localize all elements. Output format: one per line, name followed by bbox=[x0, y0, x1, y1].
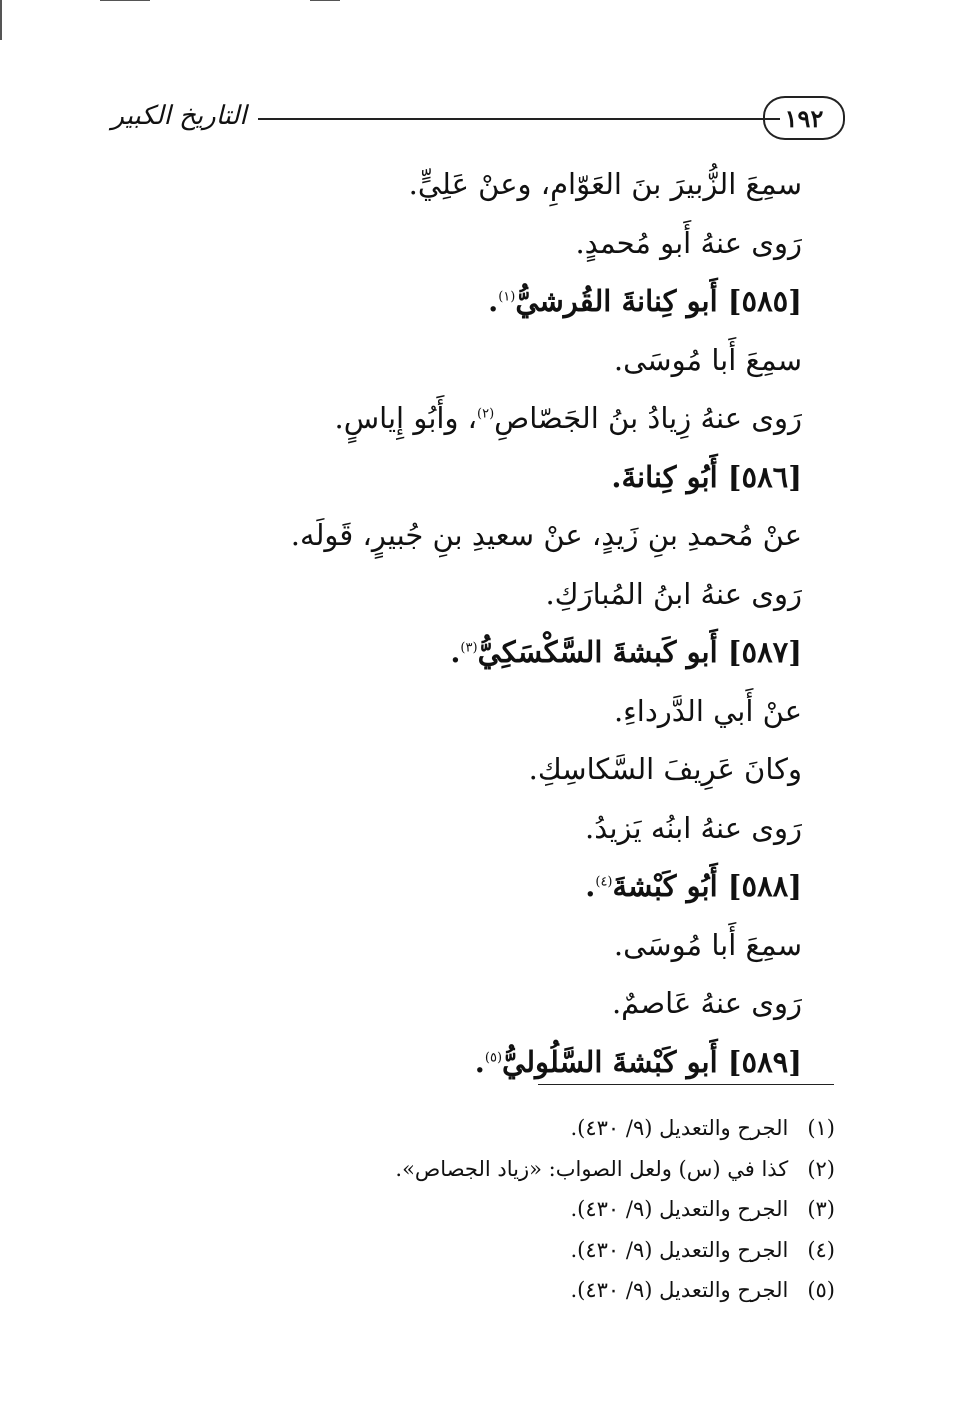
footnote-ref: (٤) bbox=[595, 874, 613, 890]
entry-name: أَبو كَبشةَ السَّكْسَكِيُّ bbox=[477, 635, 718, 669]
text-line: رَوى عنهُ ابنُ المُبارَكِ. bbox=[545, 576, 802, 611]
entry-number: [٥٨٧] bbox=[727, 635, 802, 669]
text-line: وكانَ عَرِيفَ السَّكاسِكِ. bbox=[528, 752, 802, 786]
entry-heading-586 bbox=[162, 448, 802, 507]
text-line: رَوى عنهُ عَاصمٌ. bbox=[611, 986, 802, 1020]
footnote-marker: (١) bbox=[807, 1116, 835, 1140]
scan-edge-mark bbox=[0, 0, 2, 40]
text-line bbox=[162, 389, 802, 448]
footnote-marker: (٤) bbox=[807, 1237, 835, 1262]
entry-number: [٥٨٩] bbox=[727, 1044, 802, 1079]
footnote-text: الجرح والتعديل (٩/ ٤٣٠). bbox=[570, 1116, 789, 1140]
text-line: عنْ مُحمدِ بنِ زَيدٍ، عنْ سعيدِ بنِ جُبيرٍ، قَولَه. bbox=[290, 518, 802, 552]
footnote bbox=[115, 1108, 835, 1149]
entry-heading-588 bbox=[162, 857, 802, 916]
footnote bbox=[115, 1189, 835, 1230]
entry-number: [٥٨٨] bbox=[727, 869, 802, 903]
text-line: سمِعَ أَبا مُوسَى. bbox=[613, 342, 802, 377]
entry-heading-587 bbox=[162, 623, 802, 682]
scan-edge-mark bbox=[100, 0, 150, 1]
text-line: رَوى عنهُ ابنُه يَزيدُ. bbox=[585, 810, 802, 845]
entry-end: . bbox=[450, 635, 461, 669]
text-line: سمِعَ أَبا مُوسَى. bbox=[613, 927, 802, 962]
entry-number: [٥٨٦] bbox=[727, 459, 802, 494]
entry-end: . bbox=[611, 459, 622, 494]
entry-name: أَبُو كِنانةَ bbox=[621, 459, 718, 494]
footnote-ref: (٢) bbox=[477, 406, 495, 422]
footnote bbox=[115, 1149, 835, 1190]
footnote-separator bbox=[538, 1084, 834, 1085]
footnote-ref: (٣) bbox=[460, 640, 478, 656]
footnote-marker: (٢) bbox=[807, 1156, 835, 1181]
header-rule bbox=[258, 118, 780, 120]
entry-number: [٥٨٥] bbox=[727, 284, 802, 318]
entry-end: . bbox=[474, 1044, 485, 1079]
text-line: رَوى عنهُ أَبو مُحمدٍ. bbox=[575, 225, 802, 260]
running-title: التاريخ الكبير bbox=[111, 101, 247, 131]
entry-end: . bbox=[488, 284, 499, 318]
text-segment: رَوى عنهُ زِيادُ بنُ الجَصّاصِ bbox=[494, 401, 802, 435]
footnote-ref: (٥) bbox=[484, 1049, 503, 1065]
entry-end: . bbox=[585, 869, 596, 903]
footnote-text: الجرح والتعديل (٩/ ٤٣٠). bbox=[570, 1278, 789, 1302]
text-line: عنْ أَبي الدَّرداءِ. bbox=[613, 693, 802, 728]
text-segment: ، وأَبُو إِياسٍ. bbox=[334, 401, 478, 435]
text-line: سمِعَ الزُّبيرَ بنَ العَوّامِ، وعنْ عَلِيٍّ. bbox=[408, 167, 802, 201]
scan-edge-mark bbox=[310, 0, 340, 1]
footnote bbox=[115, 1230, 835, 1271]
entry-heading-585 bbox=[162, 272, 802, 331]
entry-name: أَبو كِنانةَ القُرشيُّ bbox=[515, 284, 718, 318]
page-number-text: ١٩٢ bbox=[784, 103, 824, 133]
footnotes bbox=[115, 1108, 835, 1311]
entry-name: أَبو كَبْشةَ السَّلُوليُّ bbox=[502, 1044, 718, 1079]
main-text bbox=[162, 155, 802, 1091]
entry-name: أَبُو كَبْشةَ bbox=[612, 869, 718, 903]
footnote-text: الجرح والتعديل (٩/ ٤٣٠). bbox=[570, 1237, 789, 1262]
footnote-text: كذا في (س) ولعل الصواب: «زياد الجصاص». bbox=[395, 1156, 789, 1181]
footnote-text: الجرح والتعديل (٩/ ٤٣٠). bbox=[570, 1197, 789, 1221]
footnote-marker: (٥) bbox=[807, 1278, 835, 1302]
entry-heading-589 bbox=[162, 1033, 802, 1092]
footnote-marker: (٣) bbox=[807, 1197, 835, 1221]
footnote bbox=[115, 1270, 835, 1311]
footnote-ref: (١) bbox=[498, 289, 516, 305]
